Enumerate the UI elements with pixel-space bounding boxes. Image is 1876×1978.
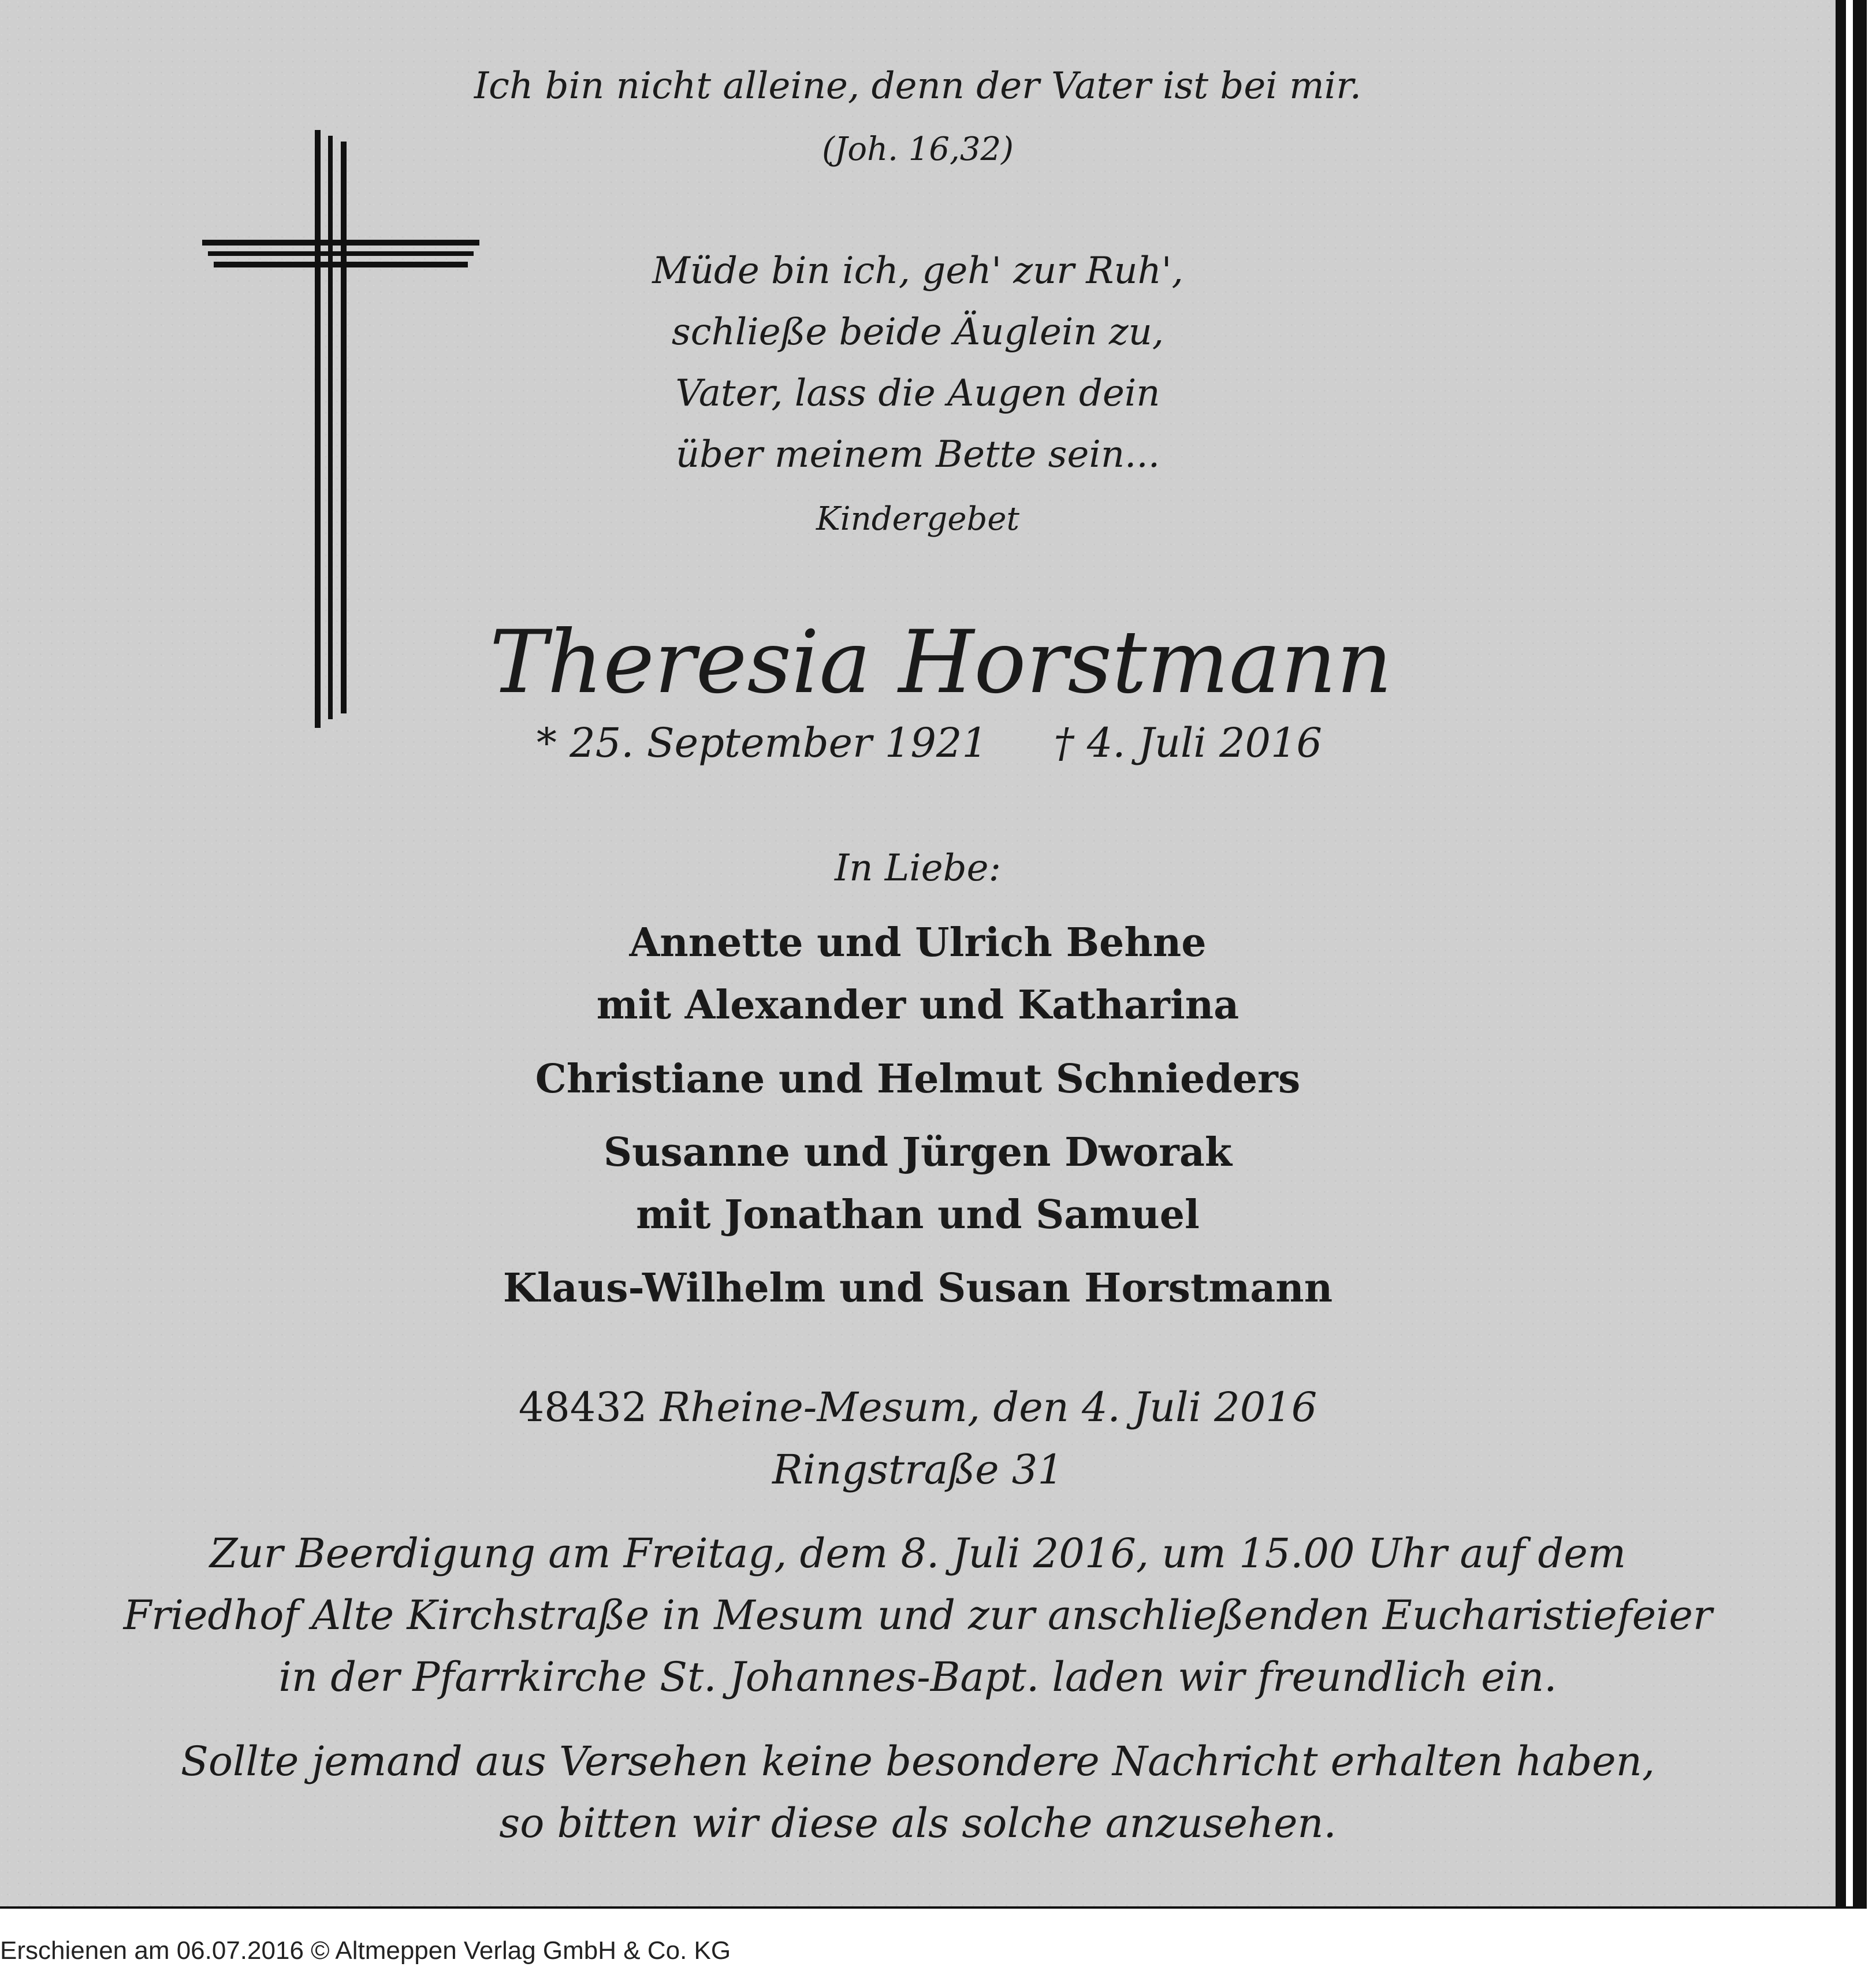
border-right — [1836, 0, 1846, 1906]
deceased-name: Theresia Horstmann — [489, 612, 1393, 713]
verse-line: über meinem Bette sein... — [675, 433, 1160, 476]
mourner-name: Christiane und Helmut Schnieders — [535, 1056, 1301, 1102]
address-line — [0, 1384, 1836, 1431]
verse-line: Müde bin ich, geh' zur Ruh', — [652, 250, 1183, 292]
verse-reference: (Joh. 16,32) — [822, 131, 1014, 168]
closing-line: so bitten wir diese als solche anzusehen. — [499, 1799, 1337, 1847]
postcode: 48432 — [518, 1384, 647, 1431]
mourner-name: mit Jonathan und Samuel — [636, 1192, 1200, 1238]
birth-date: * 25. September 1921 — [536, 719, 988, 767]
mourner-name: Klaus-Wilhelm und Susan Horstmann — [502, 1265, 1333, 1311]
border-right-outer — [1853, 0, 1867, 1906]
border-bottom — [0, 1906, 1867, 1909]
verse-line: Ich bin nicht alleine, denn der Vater ist bei mir. — [474, 65, 1362, 107]
mourners-intro: In Liebe: — [834, 847, 1002, 890]
mourner-name: mit Alexander und Katharina — [596, 982, 1240, 1028]
publication-footer: Erschienen am 06.07.2016 © Altmeppen Verlag GmbH & Co. KG — [0, 1936, 731, 1965]
place-date: Rheine-Mesum, den 4. Juli 2016 — [660, 1384, 1317, 1431]
mourner-name: Annette und Ulrich Behne — [629, 920, 1207, 966]
closing-line: Sollte jemand aus Versehen keine besondere Nachricht erhalten haben, — [180, 1738, 1655, 1785]
funeral-line: Zur Beerdigung am Freitag, dem 8. Juli 2016, um 15.00 Uhr auf dem — [209, 1530, 1626, 1577]
funeral-line: in der Pfarrkirche St. Johannes-Bapt. laden wir freundlich ein. — [278, 1653, 1557, 1701]
funeral-line: Friedhof Alte Kirchstraße in Mesum und zur anschließenden Eucharistiefeier — [123, 1592, 1713, 1639]
verse-source: Kindergebet — [816, 500, 1020, 538]
verse-line: schließe beide Äuglein zu, — [671, 311, 1164, 354]
street: Ringstraße 31 — [772, 1446, 1063, 1493]
life-dates — [12, 719, 1847, 767]
death-date: † 4. Juli 2016 — [1054, 719, 1323, 767]
mourner-name: Susanne und Jürgen Dworak — [603, 1129, 1233, 1176]
verse-line: Vater, lass die Augen dein — [675, 372, 1160, 415]
